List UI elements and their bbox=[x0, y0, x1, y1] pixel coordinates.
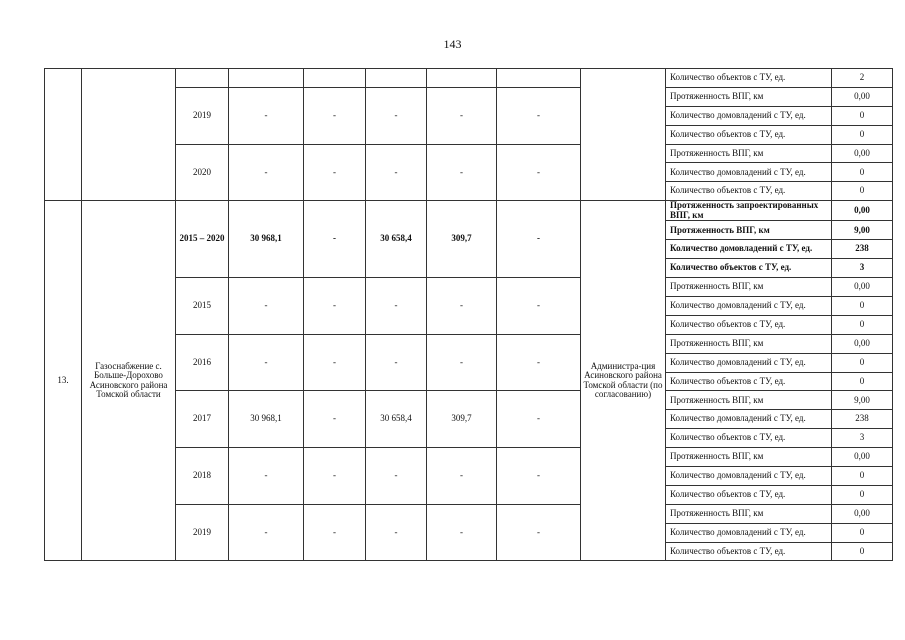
indicator-label: Протяженность ВПГ, км bbox=[666, 221, 832, 240]
table-row: 2020 - - - - - Протяженность ВПГ, км 0,00 bbox=[45, 144, 893, 163]
indicator-label: Количество объектов с ТУ, ед. bbox=[666, 542, 832, 561]
indicator-value: 0,00 bbox=[832, 504, 893, 523]
indicator-label: Протяженность ВПГ, км bbox=[666, 278, 832, 297]
total-period: 2015 – 2020 bbox=[176, 201, 229, 278]
indicator-value: 3 bbox=[832, 429, 893, 448]
indicator-value: 0 bbox=[832, 485, 893, 504]
year-cell: 2018 bbox=[176, 448, 229, 505]
indicator-value: 0 bbox=[832, 125, 893, 144]
table-row: 2017 30 968,1 - 30 658,4 309,7 - Протяженность ВПГ, км 9,00 bbox=[45, 391, 893, 410]
indicator-value: 0 bbox=[832, 315, 893, 334]
indicator-value: 0 bbox=[832, 523, 893, 542]
indicator-label: Количество объектов с ТУ, ед. bbox=[666, 69, 832, 88]
year-cell: 2015 bbox=[176, 278, 229, 335]
indicator-label: Протяженность ВПГ, км bbox=[666, 87, 832, 106]
indicator-label: Протяженность ВПГ, км bbox=[666, 504, 832, 523]
indicator-label: Количество объектов с ТУ, ед. bbox=[666, 315, 832, 334]
indicator-label: Протяженность ВПГ, км bbox=[666, 144, 832, 163]
indicator-value: 0 bbox=[832, 106, 893, 125]
indicator-value: 2 bbox=[832, 69, 893, 88]
indicator-label: Количество домовладений с ТУ, ед. bbox=[666, 467, 832, 486]
indicator-label: Количество объектов с ТУ, ед. bbox=[666, 125, 832, 144]
indicator-label: Протяженность ВПГ, км bbox=[666, 334, 832, 353]
prev-num-cell bbox=[45, 69, 82, 201]
indicator-value: 0,00 bbox=[832, 278, 893, 297]
indicator-label: Количество домовладений с ТУ, ед. bbox=[666, 240, 832, 259]
indicator-label: Количество объектов с ТУ, ед. bbox=[666, 182, 832, 201]
table-row: 2015 - - - - - Протяженность ВПГ, км 0,00 bbox=[45, 278, 893, 297]
indicator-value: 0,00 bbox=[832, 144, 893, 163]
table-row bbox=[45, 69, 893, 88]
year-cell: 2020 bbox=[176, 144, 229, 201]
indicator-label: Количество объектов с ТУ, ед. bbox=[666, 485, 832, 504]
prev-executor-cell bbox=[581, 69, 666, 201]
year-cell: 2016 bbox=[176, 334, 229, 391]
executor-cell: Администра-ция Асиновского района Томской области (по согласованию) bbox=[581, 201, 666, 561]
page-number: 143 bbox=[443, 37, 462, 51]
indicator-value: 0 bbox=[832, 353, 893, 372]
indicator-label: Протяженность ВПГ, км bbox=[666, 448, 832, 467]
indicator-label: Количество домовладений с ТУ, ед. bbox=[666, 163, 832, 182]
year-cell: 2019 bbox=[176, 504, 229, 561]
indicator-label: Количество домовладений с ТУ, ед. bbox=[666, 523, 832, 542]
indicator-value: 0,00 bbox=[832, 87, 893, 106]
indicator-label: Количество домовладений с ТУ, ед. bbox=[666, 410, 832, 429]
indicator-label: Количество домовладений с ТУ, ед. bbox=[666, 106, 832, 125]
indicator-value: 0,00 bbox=[832, 201, 893, 221]
table-row: 2016 - - - - - Протяженность ВПГ, км 0,00 bbox=[45, 334, 893, 353]
indicator-value: 238 bbox=[832, 240, 893, 259]
indicator-label: Количество объектов с ТУ, ед. bbox=[666, 372, 832, 391]
item-number: 13. bbox=[45, 201, 82, 561]
prev-name-cell bbox=[82, 69, 176, 201]
indicator-value: 0,00 bbox=[832, 334, 893, 353]
indicator-value: 9,00 bbox=[832, 391, 893, 410]
indicator-value: 0,00 bbox=[832, 448, 893, 467]
year-cell: 2017 bbox=[176, 391, 229, 448]
table-row: 2019 - - - - - Протяженность ВПГ, км 0,00 bbox=[45, 87, 893, 106]
indicator-value: 3 bbox=[832, 259, 893, 278]
indicator-value: 9,00 bbox=[832, 221, 893, 240]
indicator-value: 0 bbox=[832, 296, 893, 315]
table-row: 2018 - - - - - Протяженность ВПГ, км 0,00 bbox=[45, 448, 893, 467]
indicator-label: Количество домовладений с ТУ, ед. bbox=[666, 296, 832, 315]
indicator-value: 0 bbox=[832, 372, 893, 391]
indicator-value: 0 bbox=[832, 182, 893, 201]
indicator-value: 0 bbox=[832, 467, 893, 486]
indicator-value: 0 bbox=[832, 163, 893, 182]
indicator-value: 238 bbox=[832, 410, 893, 429]
indicator-label: Количество домовладений с ТУ, ед. bbox=[666, 353, 832, 372]
indicator-label: Количество объектов с ТУ, ед. bbox=[666, 259, 832, 278]
year-cell: 2019 bbox=[176, 87, 229, 144]
table-row: 13. Газоснабжение с. Больше-Дорохово Асиновского района Томской области 2015 – 2020 30 968,1 - 30 658,4 309,7 - Администра-ция Асиновского района Томской области (по согласованию) Протяженность запроектированных ВПГ, км 0,00 bbox=[45, 201, 893, 221]
table-row: 2019 - - - - - Протяженность ВПГ, км 0,00 bbox=[45, 504, 893, 523]
program-table bbox=[44, 68, 893, 561]
indicator-value: 0 bbox=[832, 542, 893, 561]
indicator-label: Количество объектов с ТУ, ед. bbox=[666, 429, 832, 448]
indicator-label: Протяженность ВПГ, км bbox=[666, 391, 832, 410]
item-name: Газоснабжение с. Больше-Дорохово Асиновского района Томской области bbox=[82, 201, 176, 561]
indicator-label: Протяженность запроектированных ВПГ, км bbox=[666, 201, 832, 221]
